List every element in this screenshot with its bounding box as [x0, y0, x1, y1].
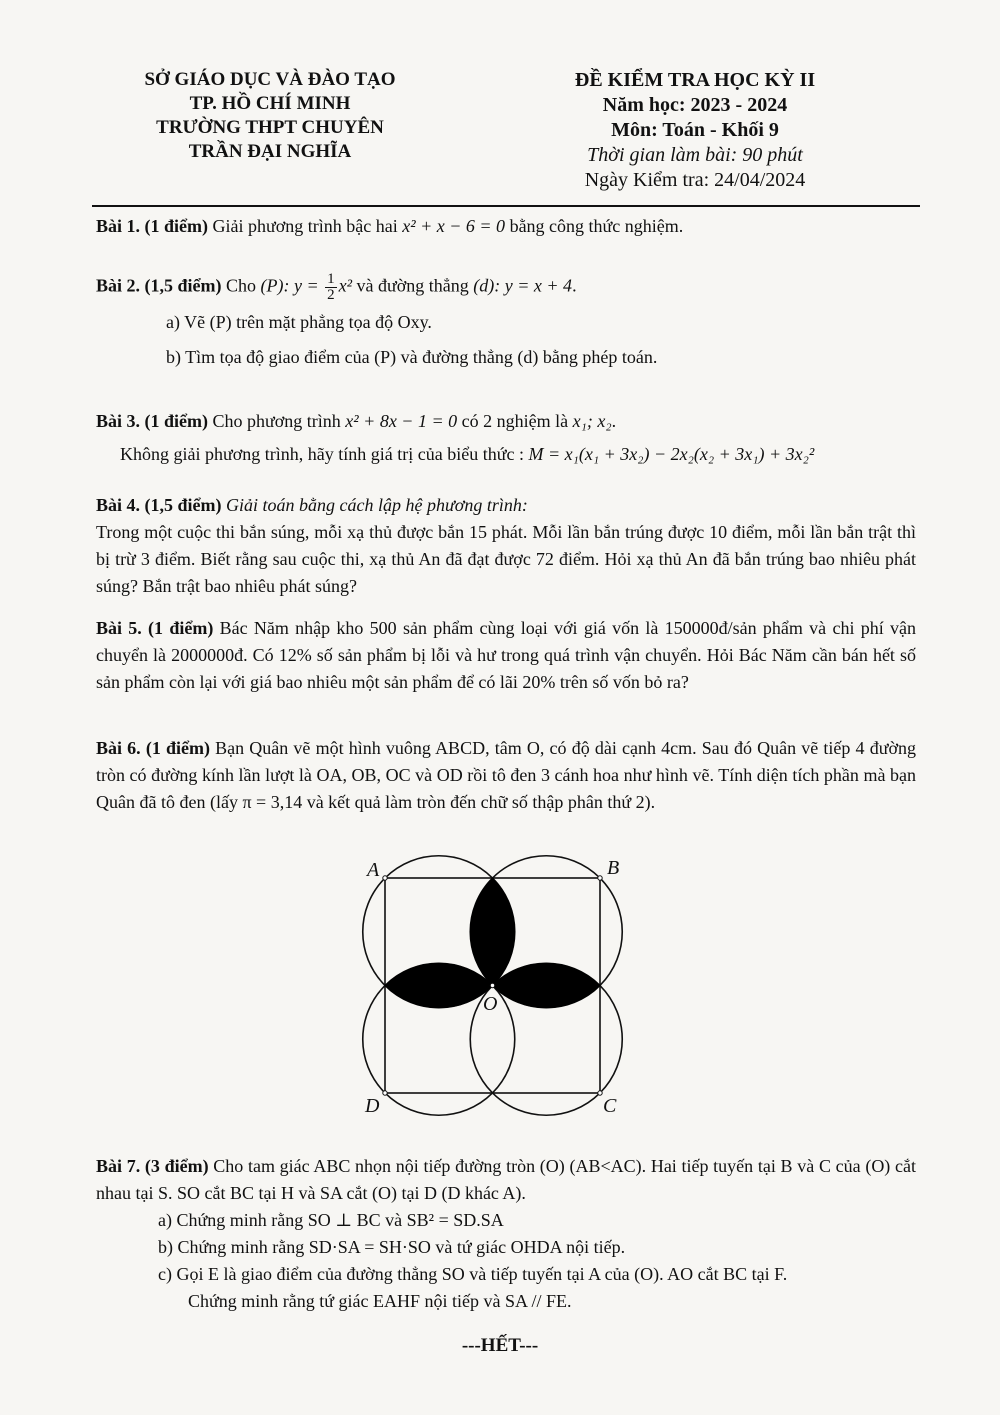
problem-2-period: .	[572, 275, 577, 296]
exam-date: Ngày Kiểm tra: 24/04/2024	[584, 169, 806, 191]
problem-3-label: Bài 3. (1 điểm)	[96, 411, 208, 431]
problem-7-label: Bài 7. (3 điểm)	[96, 1156, 209, 1176]
school-type: TRƯỜNG THPT CHUYÊN	[156, 117, 384, 138]
petal-right	[493, 963, 601, 1008]
label-c: C	[603, 1095, 617, 1117]
problem-4-label: Bài 4. (1,5 điểm)	[96, 495, 222, 515]
label-o: O	[483, 993, 498, 1015]
parabola-lhs: (P): y =	[260, 275, 324, 296]
problem-3-text: Cho phương trình	[208, 411, 346, 431]
problem-6-body: Bạn Quân vẽ một hình vuông ABCD, tâm O, có độ dài cạnh 4cm. Sau đó Quân vẽ tiếp 4 đường tròn có đường kính lần lượt là OA, OB, OC và OD rồi tô đen 3 cánh hoa như hình vẽ. Tính diện tích phần mà bạn Quân đã tô đen (lấy π = 3,14 và kết quả làm tròn đến chữ số thập phân thứ 2).	[96, 738, 916, 812]
problem-3-text-2: có 2 nghiệm là	[457, 411, 573, 431]
end-marker: ---HẾT---	[461, 1335, 539, 1356]
problem-1-equation: x² + x − 6 = 0	[402, 216, 506, 236]
problem-4-body: Trong một cuộc thi bắn súng, mỗi xạ thủ được bắn 15 phát. Mỗi lần bắn trúng được 10 điểm, mỗi lần bắn trật thì bị trừ 3 điểm. Biết rằng sau cuộc thi, xạ thủ An đã đạt được 72 điểm. Hỏi xạ thủ An đã bắn trúng bao nhiêu phát súng? Bắn trật bao nhiêu phát súng?	[96, 522, 916, 596]
fraction	[325, 272, 337, 303]
city-name: TP. HỒ CHÍ MINH	[189, 93, 351, 114]
exam-header	[530, 68, 860, 193]
label-b: B	[607, 857, 620, 879]
problem-3-roots: x₁; x₂	[572, 411, 612, 431]
parabola-rhs: x²	[338, 275, 353, 296]
problem-7-body: Cho tam giác ABC nhọn nội tiếp đường tròn (O) (AB<AC). Hai tiếp tuyến tại B và C của (O) cắt nhau tại S. SO cắt BC tại H và SA cắt (O) tại D (D khác A).	[96, 1156, 916, 1203]
problem-2-label: Bài 2. (1,5 điểm)	[96, 275, 222, 296]
problem-5	[96, 615, 916, 696]
problem-3-period: .	[611, 411, 617, 431]
school-year: Năm học: 2023 - 2024	[602, 94, 788, 116]
exam-title: ĐỀ KIỂM TRA HỌC KỲ II	[574, 69, 816, 91]
petal-left	[385, 963, 493, 1008]
department-name: SỞ GIÁO DỤC VÀ ĐÀO TẠO	[144, 69, 396, 90]
school-header	[120, 68, 420, 164]
problem-5-body: Bác Năm nhập kho 500 sản phẩm cùng loại với giá vốn là 150000đ/sản phẩm và chi phí vận chuyển là 2000000đ. Có 12% số sản phẩm bị lỗi và hư trong quá trình vận chuyển. Hỏi Bác Năm cần bán hết số sản phẩm còn lại với giá bao nhiêu một sản phẩm để có lãi 20% trên số vốn bỏ ra?	[96, 618, 916, 692]
subject: Môn: Toán - Khối 9	[611, 119, 779, 141]
fraction-numerator: 1	[327, 271, 335, 287]
problem-4	[96, 492, 916, 600]
problem-3-expression: M = x₁(x₁ + 3x₂) − 2x₂(x₂ + 3x₁) + 3x₂²	[528, 444, 815, 464]
problem-7	[96, 1153, 916, 1315]
problem-3-equation: x² + 8x − 1 = 0	[345, 411, 458, 431]
problem-2-text-2: và đường thẳng	[352, 275, 474, 296]
problem-3	[96, 408, 916, 468]
problem-6-label: Bài 6. (1 điểm)	[96, 738, 210, 758]
problem-6	[96, 735, 916, 816]
fraction-denominator: 2	[327, 287, 335, 303]
problem-3-line-2: Không giải phương trình, hãy tính giá trị của biểu thức :	[120, 444, 529, 464]
line-equation: (d): y = x + 4	[473, 275, 573, 296]
duration: Thời gian làm bài: 90 phút	[587, 144, 803, 166]
problem-7-part-c: c) Gọi E là giao điểm của đường thẳng SO và tiếp tuyến tại A của (O). AO cắt BC tại F.	[158, 1264, 788, 1284]
label-d: D	[365, 1095, 380, 1117]
petal-top	[470, 878, 515, 986]
problem-1-text-end: bằng công thức nghiệm.	[505, 216, 684, 236]
label-a: A	[367, 859, 380, 881]
problem-2-part-a: a) Vẽ (P) trên mặt phẳng tọa độ Oxy.	[166, 312, 432, 332]
problem-7-part-c-2: Chứng minh rằng tứ giác EAHF nội tiếp và SA // FE.	[188, 1291, 572, 1311]
problem-2-part-b: b) Tìm tọa độ giao điểm của (P) và đường thẳng (d) bằng phép toán.	[166, 347, 658, 367]
school-name: TRẦN ĐẠI NGHĨA	[188, 141, 352, 162]
square-circles-figure	[355, 850, 645, 1120]
problem-1-text: Giải phương trình bậc hai	[208, 216, 403, 236]
problem-7-part-a: a) Chứng minh rằng SO ⊥ BC và SB² = SD.SA	[158, 1210, 504, 1230]
problem-1-label: Bài 1. (1 điểm)	[96, 216, 208, 236]
problem-2	[96, 272, 916, 371]
problem-4-title: Giải toán bằng cách lập hệ phương trình:	[221, 495, 528, 515]
problem-2-text: Cho	[221, 275, 261, 296]
problem-5-label: Bài 5. (1 điểm)	[96, 618, 214, 638]
header-divider	[92, 205, 920, 207]
problem-7-part-b: b) Chứng minh rằng SD·SA = SH·SO và tứ giác OHDA nội tiếp.	[158, 1237, 626, 1257]
problem-1	[96, 213, 916, 240]
